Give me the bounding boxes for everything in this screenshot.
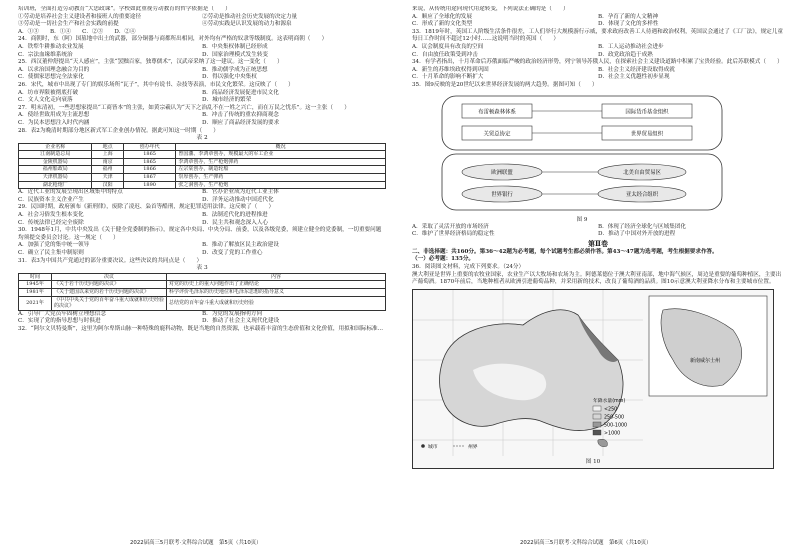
q27-options [18, 112, 386, 127]
footer-right: 2022届高三5月联考·文科综合试题 第6页（共10页） [520, 540, 652, 546]
legend-swatch [593, 422, 601, 427]
question-36-text: 澳大利亚是世界上重要的农牧业国家，农业生产以大牧场和农场为主。阿德莱德位于澳大利亚南部，地中海气候区，周边是重要的葡萄种植区，主要出产葡萄酒。1870年前后，当地种植者从欧洲引进葡萄品种，并采用新的技术，改良了葡萄酒的品质。图10示意澳大利亚降水分布和主要城市位置。 [412, 271, 782, 286]
q26-option-c: C．文人文化走向衰落 [18, 97, 73, 104]
table-cell: 张之洞创办，生产枪炮 [176, 181, 386, 189]
q33-options [412, 44, 784, 59]
table-cell: 曾国藩、李鸿章创办，规模最大的军工企业 [176, 151, 386, 159]
fig9-label: 亚太经合组织 [625, 191, 659, 198]
table-cell: 天津机器局 [19, 174, 92, 182]
table-cell: 1866 [123, 166, 175, 174]
q30-option-b: B．推动了解放区民主政治建设 [202, 242, 279, 249]
fig9-label: 欧洲联盟 [491, 169, 513, 176]
q31-options [18, 311, 386, 326]
question-33: 33．1819年时，英国工人阶级生活条件很差，工人们举行大规模游行示威，要求政府改善工人待遇和政治权利，英国议会通过了《工厂法》，规定儿童每日工作时间不超过12小时……这说明当时的英国（ ） [412, 28, 783, 43]
q29-option-a: A．社会习俗发生根本变化 [18, 212, 84, 219]
fig9-label: 北美自由贸易区 [623, 169, 661, 176]
question-26: 26．宋代，城市中出现了专门的娱乐场所“瓦子”，其中有说书、杂技等表演，市民文化繁荣。这反映了（ ） [18, 81, 294, 88]
tasmania [598, 439, 608, 446]
q32-option-a: A．顺应了全球化的发展 [412, 13, 472, 20]
q33-option-c: C．自由放任政策受到冲击 [412, 51, 478, 58]
q23-options [18, 14, 386, 29]
q26-option-b: B．商品经济发展促进市民文化 [202, 89, 279, 96]
q28-option-d: D．洋务运动推动中国近代化 [202, 196, 274, 203]
table-header: 企业名称 [19, 143, 92, 151]
inset-label: 新南威尔士州 [689, 357, 721, 364]
q28-options [18, 189, 386, 204]
q25-option-a: A．以求治国理念融合为目的 [18, 66, 90, 73]
legend-swatch [593, 406, 601, 411]
city-marker-icon [421, 444, 425, 448]
q26-options [18, 90, 386, 105]
table-header: 地点 [92, 143, 123, 151]
table-cell: 金陵机器局 [19, 158, 92, 166]
table-cell: 天津 [92, 174, 123, 182]
footer-left: 2022届高三5月联考·文科综合试题 第5页（共10页） [130, 540, 262, 546]
q26-option-d: D．城市经济的繁荣 [202, 97, 252, 104]
question-34: 34．有学者指出，十月革命后苏俄面临严峻的政治经济形势，列宁领导苏俄人民，在探索社会主义建设道路中积累了宝贵经验。此后苏联模式（ ） [412, 59, 783, 66]
table-3 [18, 273, 386, 311]
table-cell: 《关于若干历史问题的决议》 [52, 281, 167, 289]
table-row [19, 181, 386, 189]
figure-9-svg [432, 92, 732, 214]
q25-option-b: B．推动儒学成为正统思想 [202, 66, 268, 73]
table-header: 决议 [52, 273, 167, 281]
table-row [19, 158, 386, 166]
table2-title: 表 2 [196, 135, 208, 142]
figure-9-caption: 图 9 [576, 217, 588, 224]
legend-swatch [593, 414, 601, 419]
q29-option-b: B．法制近代化的进程推进 [202, 212, 268, 219]
table-cell: 1865 [123, 158, 175, 166]
table-cell: 1981年 [19, 288, 52, 296]
right-column [412, 6, 784, 534]
table-cell: 福州船政局 [19, 166, 92, 174]
question-24: 24．商朝时，东（阿）国墓地中出土的武器，部分铜器与商都所出相同，对外均有严格的奴隶等级制度。这表明商朝（ ） [18, 36, 328, 43]
q31-option-b: B．为党的发展指明方向 [202, 310, 263, 317]
table-cell: 湖北枪炮厂 [19, 181, 92, 189]
table-cell: 南京 [92, 158, 123, 166]
australia-map-svg [413, 290, 773, 456]
figure-10-map [412, 289, 774, 469]
figure-10-caption: 图 10 [585, 459, 601, 466]
left-column [18, 6, 386, 534]
q24-options [18, 44, 386, 59]
table-cell: 汉阳 [92, 181, 123, 189]
q30-options [18, 242, 386, 257]
table-cell: 福州 [92, 166, 123, 174]
q23-tail: 培训班，全面打造劳动教育“大思政课”。学校如此重视劳动教育的哲学依据是（ ） [18, 6, 231, 12]
fig9-label: 世界银行 [491, 191, 513, 198]
q28-option-c: C．民族资本主义企业产生 [18, 196, 84, 203]
table-row [19, 166, 386, 174]
lower-ellipse [442, 154, 722, 210]
q28-option-a: A．近代工业的发展呈现出区域集中的特点 [18, 189, 123, 196]
table-cell: 对党的历史上的重大问题作出了正确结论 [167, 281, 386, 289]
table-cell: 《关于建国以来党的若干历史问题的决议》 [52, 288, 167, 296]
table-header-row [19, 143, 386, 151]
legend-swatch [593, 430, 601, 435]
question-32: 32．“阿尔文贝特曼斯”，这里为阿尔卑斯山脉一种特殊的鹿科动物，既是当地的自然资源，也承载着丰富的生态价值和文化价值，用拟和国际标准... [18, 325, 383, 332]
q23-choice: A．①③ B．①④ C．②③ D．②④ [18, 28, 136, 35]
table-cell: 左宗棠创办，制造轮船 [176, 166, 386, 174]
q23-option: ②劳动是推动社会历史发展的决定力量 [202, 13, 298, 20]
table-cell: 李鸿章创办，生产枪炮弹药 [176, 158, 386, 166]
q33-option-a: A．议会制度具有改良的空间 [412, 43, 484, 50]
q25-option-d: D．得以强化中央集权 [202, 74, 257, 81]
sub-section: （一）必考题：135分。 [412, 256, 475, 263]
table-cell: 《中共中央关于党的百年奋斗重大成就和历史经验的决议》 [52, 296, 167, 310]
q30-option-a: A．加强了党的集中统一领导 [18, 242, 90, 249]
question-30: 30．1948年1月，中共中央发出《关于健全党委制的指示》，规定各中央局、中央分局、前委，以及各级党委，须建立健全的党委制，一切重要问题均须提交委员会讨论。这一规定（ ） [18, 227, 382, 241]
q31-option-d: D．推动了社会主义现代化建设 [202, 318, 280, 325]
q33-option-b: B．工人运动推动社会进步 [598, 43, 664, 50]
q28-option-b: B．官办企业成为近代工业主体 [202, 189, 279, 196]
table-cell: 上海 [92, 151, 123, 159]
note-city: 城市 [428, 444, 438, 450]
q35-option-a: A．采取了灵活开放的市场经济 [412, 223, 489, 230]
question-27: 27．明末清初，一些思想家提出“工商皆本”的主张，如黄宗羲认为“天下之治乱不在一姓之兴亡，而在万民之忧乐”。这一主张（ ） [18, 104, 350, 111]
table-cell: 1890 [123, 181, 175, 189]
q35-option-d: D．推动了中国对外开放的进程 [598, 231, 676, 238]
question-29: 29．民国时期，政府颁布《新刑律》，废除了凌迟、枭首等酷刑，规定犯罪适用法律。这反映了（ ） [18, 204, 275, 211]
q35-options [412, 224, 784, 239]
note-border: 州界 [468, 444, 478, 450]
table-cell: 江南制造总局 [19, 151, 92, 159]
q26-option-a: A．坊市界限被彻底打破 [18, 89, 78, 96]
q31-option-a: A．引导广大党员牢固树立理想信念 [18, 310, 106, 317]
table-cell: 1945年 [19, 281, 52, 289]
q32-option-d: D．体现了文化的多样性 [598, 21, 659, 28]
q23-option: ③劳动是一切社会生产和社会实践的前提 [18, 21, 119, 28]
map-notes [421, 443, 478, 450]
question-36: 36．阅读图文材料，完成下列要求。（24分） [412, 263, 525, 270]
q27-option-b: B．冲击了传统的重农抑商观念 [202, 112, 279, 119]
legend-title: 年降水量(mm) [593, 398, 626, 404]
figure-9-diagram [432, 92, 732, 224]
legend-item: 250-500 [604, 415, 625, 421]
q24-option-d: D．国家治理模式发生转变 [202, 51, 269, 58]
q32-option-b: B．孕育了新的人文精神 [598, 13, 659, 20]
table-cell: 崇厚创办，生产弹药 [176, 174, 386, 182]
table-cell: 科学评价毛泽东的历史地位和毛泽东思想的指导意义 [167, 288, 386, 296]
question-35: 35．图9反映的是20世纪以来世界经济发展的两大趋势。据图可知（ ） [412, 81, 598, 88]
q23-option: ①劳动是培养社会主义建设者和接班人的重要途径 [18, 13, 142, 20]
legend-item: 500-1000 [604, 423, 628, 429]
q35-option-c: C．维护了世界经济格局的稳定性 [412, 231, 495, 238]
q34-option-b: B．社会主义经济建设取得成就 [598, 66, 675, 73]
table-row [19, 174, 386, 182]
q30-option-d: D．改变了党的工作重心 [202, 250, 263, 256]
q27-option-d: D．顺应了商品经济发展的要求 [202, 119, 280, 126]
q34-option-d: D．社会主义优越性初步显现 [598, 74, 670, 81]
question-25: 25．西汉董仲舒提出“天人感应”，主张“罢黜百家，独尊儒术”，汉武帝采纳了这一建议。这一变化（ ） [18, 59, 283, 66]
q25-option-c: C．使儒家思想完全法家化 [18, 74, 84, 81]
q29-option-c: C．传统法律已经完全废除 [18, 219, 84, 226]
q24-option-b: B．中央集权体制已经形成 [202, 43, 268, 50]
q31-option-c: C．实现了党的指导思想与时俱进 [18, 318, 101, 325]
q24-option-c: C．宗法血缘维系统治 [18, 51, 73, 58]
table-row [19, 296, 386, 310]
fig9-label: 关贸总协定 [483, 131, 511, 138]
table-cell: 1865 [123, 151, 175, 159]
question-28: 28．表2为晚清时期部分地区新式军工企业创办情况。据此可知这一时期（ ） [18, 127, 219, 134]
q34-option-a: A．新生的苏维埃政权得到巩固 [412, 66, 489, 73]
table-header: 时间 [19, 273, 52, 281]
fig9-label: 布雷顿森林体系 [478, 109, 516, 116]
q23-option: ④劳动实践是认识发展的动力和源泉 [202, 21, 292, 28]
table-header: 内容 [167, 273, 386, 281]
legend-item: <250 [604, 407, 618, 413]
table-header: 创办年代 [123, 143, 175, 151]
question-31: 31．表3为中国共产党通过的部分重要决议。这些决议的共同点是（ ） [18, 257, 203, 264]
table-2 [18, 143, 386, 190]
q35-option-b: B．体现了经济全球化与区域集团化 [598, 223, 687, 230]
section-description: 二、非选择题：共160分。第36～42题为必考题，每个试题考生都必须作答。第43～47题为选考题，考生根据要求作答。 [412, 248, 718, 255]
q34-option-c: C．十月革命的影响不断扩大 [412, 74, 484, 81]
q27-option-c: C．为民本思想注入时代内涵 [18, 119, 90, 126]
q29-option-d: D．民主共和观念深入人心 [202, 219, 269, 226]
q27-option-a: A．使经世致用成为主流思想 [18, 112, 90, 119]
table-row [19, 281, 386, 289]
table-cell: 2021年 [19, 296, 52, 310]
table-header: 概况 [176, 143, 386, 151]
legend-item: >1000 [604, 431, 621, 437]
table-row [19, 151, 386, 159]
table3-title: 表 3 [196, 265, 208, 272]
map-legend [593, 397, 627, 437]
table-cell: 总结党的百年奋斗重大成就和历史经验 [167, 296, 386, 310]
q34-options [412, 67, 784, 82]
q32-option-c: C．形成了新的文化类型 [412, 21, 473, 28]
table-row [19, 288, 386, 296]
table-cell: 1867 [123, 174, 175, 182]
fig9-label: 世界贸易组织 [630, 131, 664, 138]
q32-options [412, 14, 784, 29]
q29-options [18, 212, 386, 227]
q33-option-d: D．政党政治趋于成熟 [598, 51, 653, 58]
table-header-row [19, 273, 386, 281]
q25-options [18, 67, 386, 82]
q30-option-c: C．确立了民主集中制原则 [18, 250, 84, 256]
q32-tail: 来说，从传统用途向现代用途转变，下列说法正确的是（ ） [412, 6, 569, 12]
fig9-label: 国际货币基金组织 [625, 109, 669, 116]
section-title: 第Ⅱ卷 [588, 238, 608, 248]
q24-option-a: A．铁犁牛耕推动农业发展 [18, 43, 84, 50]
